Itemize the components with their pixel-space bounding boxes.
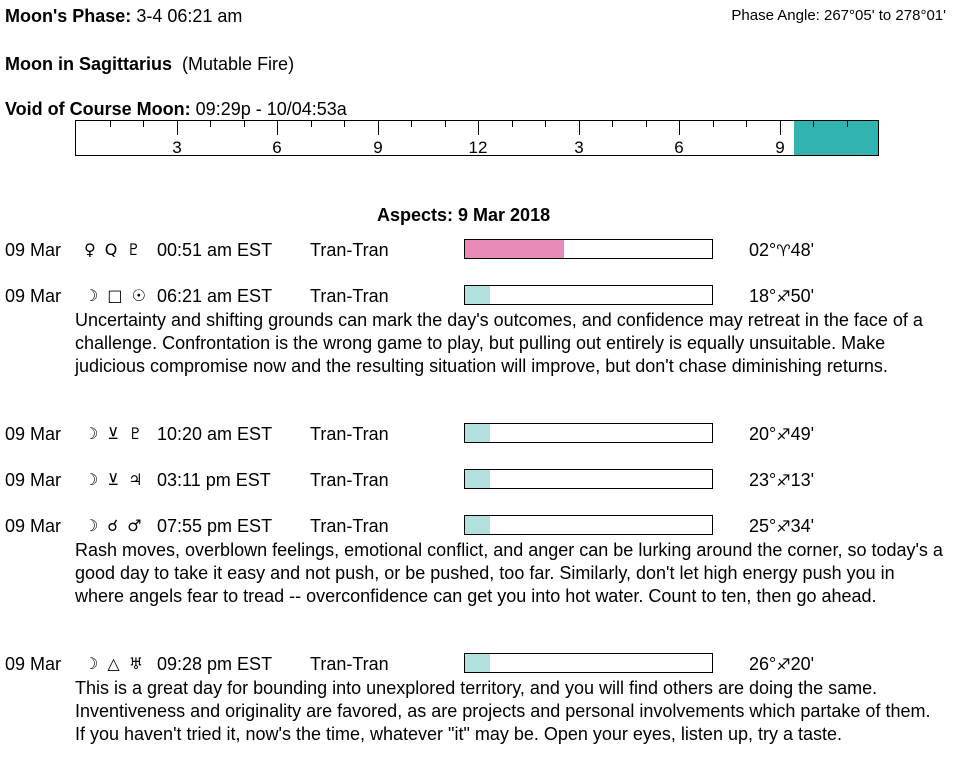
moon-phase-line	[5, 6, 242, 27]
aspect-type: Tran-Tran	[310, 470, 389, 490]
timeline-minor-tick	[110, 121, 111, 127]
timeline-tick-label: 12	[468, 138, 488, 156]
void-period-fill	[794, 121, 878, 155]
timeline-minor-tick	[210, 121, 211, 127]
timeline-minor-tick	[411, 121, 412, 127]
timeline-tick-label: 3	[574, 138, 584, 156]
timeline-minor-tick	[813, 121, 814, 127]
aspect-date: 09 Mar	[5, 470, 62, 490]
aspect-minutes: 48'	[790, 240, 815, 260]
aspect-strength-fill	[465, 240, 564, 258]
aspect-position	[749, 286, 814, 307]
timeline-minor-tick	[512, 121, 513, 127]
aspect-strength-fill	[465, 654, 490, 672]
sagittarius-sign-icon: ♐	[776, 287, 791, 306]
aspect-type: Tran-Tran	[310, 654, 389, 674]
timeline-major-tick	[177, 121, 178, 135]
aspect-row	[5, 424, 945, 446]
void-of-course-line	[5, 99, 347, 120]
timeline-major-tick	[378, 121, 379, 135]
moon-sign-line	[5, 54, 294, 75]
aspect-position	[749, 516, 814, 537]
moon-phase-value: 3-4 06:21 am	[136, 6, 243, 26]
aspect-degree: 18°	[749, 286, 777, 306]
aspect-description: This is a great day for bounding into unexplored territory, and you will find others are doing the same. Inventiveness and originality are favored, as are projects and personal involvements which partake of them. If you haven't tried it, now's the time, whatever "it" may be. Open your eyes, listen up, try a taste.	[75, 678, 931, 744]
aspect-minutes: 13'	[790, 470, 815, 490]
timeline-minor-tick	[344, 121, 345, 127]
aspect-date: 09 Mar	[5, 516, 62, 536]
timeline-minor-tick	[445, 121, 446, 127]
aspect-minutes: 20'	[790, 654, 815, 674]
aspect-degree: 02°	[749, 240, 777, 260]
aspect-strength-fill	[465, 470, 490, 488]
aspect-time: 07:55 pm EST	[157, 516, 273, 536]
aspect-strength-fill	[465, 424, 490, 442]
aspect-position	[749, 470, 814, 491]
aspect-strength-fill	[465, 286, 490, 304]
aspect-glyphs-icon: ☽ △ ♅	[84, 654, 146, 673]
aspect-strength-bar	[464, 653, 713, 673]
timeline-major-tick	[679, 121, 680, 135]
timeline-tick-label: 3	[172, 138, 182, 156]
aspect-row	[5, 654, 945, 676]
timeline-major-tick	[277, 121, 278, 135]
aspect-minutes: 50'	[790, 286, 815, 306]
aspect-glyphs-icon: ☽ ⊻ ♃	[84, 470, 145, 489]
aspect-type: Tran-Tran	[310, 516, 389, 536]
aspect-row	[5, 240, 945, 262]
aspect-row	[5, 516, 945, 538]
timeline-minor-tick	[746, 121, 747, 127]
aspect-description: Rash moves, overblown feelings, emotional conflict, and anger can be lurking around the corner, so today's a good day to take it easy and not push, or be pushed, too far. Similarly, don't let high energy push you in where angels fear to tread -- overconfidence can get you into hot water. Count to ten, then go ahead.	[75, 540, 943, 606]
aspect-strength-bar	[464, 423, 713, 443]
moon-sign-label: Moon in Sagittarius	[5, 54, 173, 74]
aspect-glyphs-icon: ☽ □ ☉	[84, 286, 148, 305]
timeline-tick-label: 6	[272, 138, 282, 156]
aspect-time: 09:28 pm EST	[157, 654, 273, 674]
aspect-strength-fill	[465, 516, 490, 534]
moon-sign-element: (Mutable Fire)	[182, 54, 295, 74]
aspects-title: Aspects: 9 Mar 2018	[377, 205, 551, 225]
timeline-major-tick	[478, 121, 479, 135]
void-value: 09:29p - 10/04:53a	[195, 99, 347, 119]
aspect-row	[5, 470, 945, 492]
sagittarius-sign-icon: ♐	[776, 471, 791, 490]
timeline-minor-tick	[143, 121, 144, 127]
aspect-position	[749, 424, 814, 445]
timeline-minor-tick	[847, 121, 848, 127]
sagittarius-sign-icon: ♐	[776, 655, 791, 674]
aspect-time: 10:20 am EST	[157, 424, 273, 444]
aspect-glyphs-icon: ♀ Q ♇	[84, 240, 143, 259]
aspect-position	[749, 654, 814, 675]
aspect-time: 06:21 am EST	[157, 286, 273, 306]
phase-angle-value: 267°05' to 278°01'	[824, 7, 946, 24]
void-label: Void of Course Moon:	[5, 99, 191, 119]
aspect-type: Tran-Tran	[310, 240, 389, 260]
aspect-time: 00:51 am EST	[157, 240, 273, 260]
aspect-minutes: 34'	[790, 516, 815, 536]
phase-angle-line	[731, 7, 946, 24]
timeline-minor-tick	[311, 121, 312, 127]
aspect-time: 03:11 pm EST	[157, 470, 271, 490]
sagittarius-sign-icon: ♐	[776, 425, 791, 444]
aspect-strength-bar	[464, 239, 713, 259]
timeline-minor-tick	[545, 121, 546, 127]
aspect-strength-bar	[464, 285, 713, 305]
timeline-minor-tick	[244, 121, 245, 127]
aspect-strength-bar	[464, 469, 713, 489]
aspect-minutes: 49'	[790, 424, 815, 444]
aspect-degree: 23°	[749, 470, 777, 490]
aspect-degree: 25°	[749, 516, 777, 536]
aspect-type: Tran-Tran	[310, 424, 389, 444]
aspect-strength-bar	[464, 515, 713, 535]
timeline-minor-tick	[646, 121, 647, 127]
aspect-date: 09 Mar	[5, 654, 62, 674]
timeline-minor-tick	[713, 121, 714, 127]
aspect-date: 09 Mar	[5, 240, 62, 260]
aspect-date: 09 Mar	[5, 286, 62, 306]
aspect-glyphs-icon: ☽ ⊻ ♇	[84, 424, 145, 443]
moon-phase-label: Moon's Phase:	[5, 6, 132, 26]
aspect-degree: 20°	[749, 424, 777, 444]
timeline-major-tick	[780, 121, 781, 135]
aspect-type: Tran-Tran	[310, 286, 389, 306]
aspect-glyphs-icon: ☽ ☌ ♂	[84, 516, 144, 535]
sagittarius-sign-icon: ♈	[776, 241, 791, 260]
phase-angle-label: Phase Angle:	[731, 7, 820, 24]
timeline-tick-label: 9	[373, 138, 383, 156]
timeline-minor-tick	[612, 121, 613, 127]
aspect-description: Uncertainty and shifting grounds can mark the day's outcomes, and confidence may retreat in the face of a challenge. Confrontation is the wrong game to play, but pulling out entirely is equally unsuitable. Make judicious compromise now and the resulting situation will improve, but don't chase diminishing returns.	[75, 310, 923, 376]
sagittarius-sign-icon: ♐	[776, 517, 791, 536]
aspect-row	[5, 286, 945, 308]
aspect-date: 09 Mar	[5, 424, 62, 444]
aspect-degree: 26°	[749, 654, 777, 674]
void-of-course-timeline	[75, 120, 879, 156]
timeline-tick-label: 9	[775, 138, 785, 156]
timeline-tick-label: 6	[674, 138, 684, 156]
timeline-major-tick	[579, 121, 580, 135]
aspect-position	[749, 240, 814, 261]
